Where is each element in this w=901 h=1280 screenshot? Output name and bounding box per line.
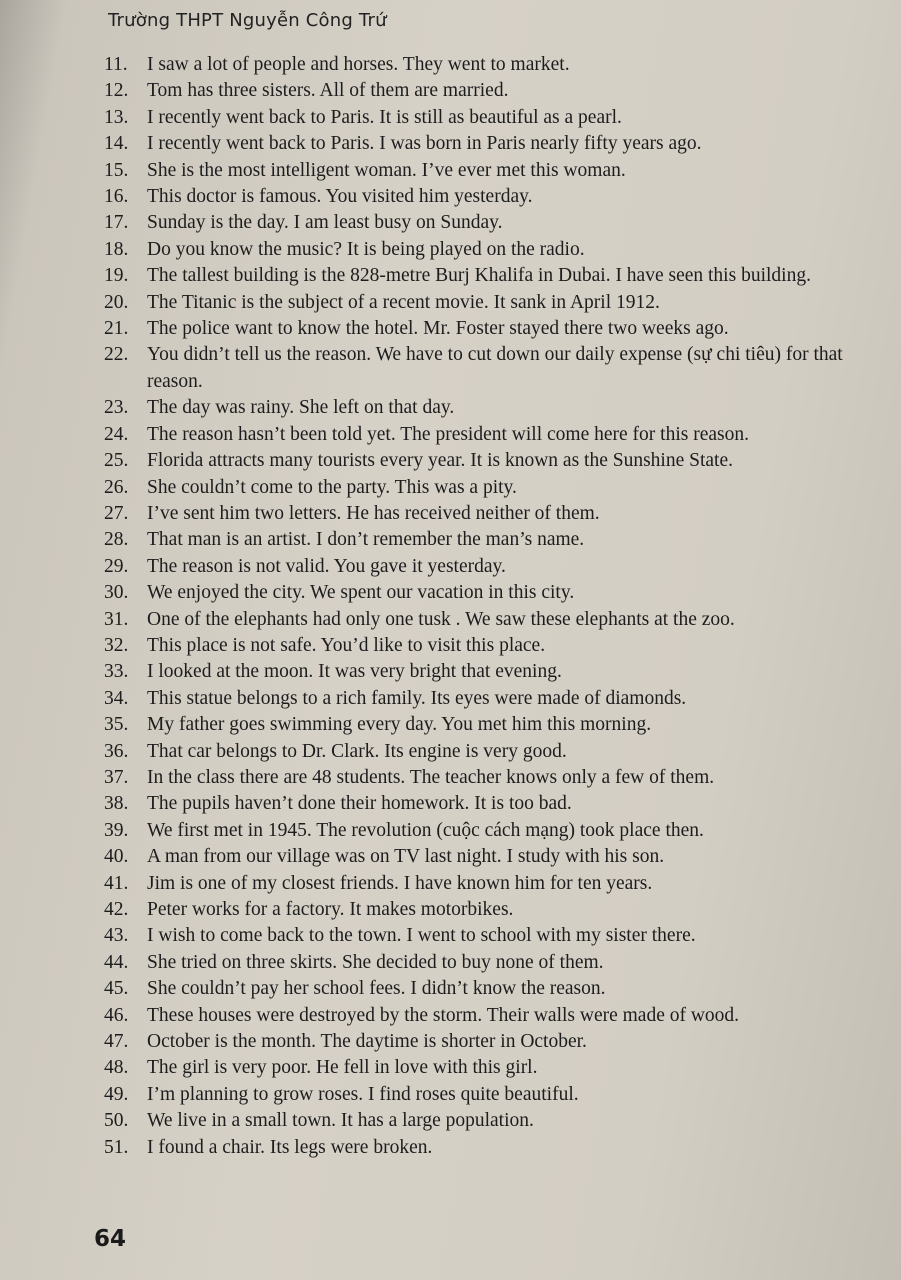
exercise-number: 20.: [104, 291, 129, 313]
exercise-number: 26.: [104, 476, 129, 498]
exercise-number: 25.: [104, 450, 129, 472]
exercise-item: [104, 1003, 884, 1029]
exercise-text: The Titanic is the subject of a recent movie. It sank in April 1912.: [147, 291, 660, 313]
page-number: 64: [94, 1226, 127, 1252]
exercise-item: [104, 342, 884, 395]
exercise-text: This doctor is famous. You visited him yesterday.: [147, 186, 533, 208]
exercise-text: Tom has three sisters. All of them are married.: [147, 80, 509, 102]
exercise-number: 35.: [104, 714, 129, 736]
exercise-number: 12.: [104, 80, 129, 102]
exercise-number: 47.: [104, 1031, 129, 1053]
exercise-number: 11.: [104, 54, 128, 75]
exercise-item: [104, 976, 884, 1002]
exercise-text: That car belongs to Dr. Clark. Its engine is very good.: [147, 740, 567, 762]
exercise-number: 15.: [104, 159, 129, 181]
exercise-number: 41.: [104, 872, 129, 894]
exercise-number: 49.: [104, 1083, 129, 1105]
exercise-number: 50.: [104, 1110, 129, 1132]
exercise-text: This place is not safe. You’d like to visit this place.: [147, 634, 546, 656]
exercise-text: My father goes swimming every day. You met him this morning.: [147, 714, 652, 736]
exercise-number: 46.: [104, 1004, 129, 1026]
exercise-text: You didn’t tell us the reason. We have to cut down our daily expense (sự chi tiêu) for that reason.: [147, 344, 843, 392]
exercise-text: These houses were destroyed by the storm. Their walls were made of wood.: [147, 1004, 740, 1026]
exercise-number: 30.: [104, 582, 129, 604]
exercise-item: [104, 475, 884, 501]
exercise-text: Jim is one of my closest friends. I have known him for ten years.: [147, 872, 653, 894]
exercise-number: 32.: [104, 634, 129, 656]
exercise-item: [104, 1055, 884, 1081]
exercise-item: [104, 580, 884, 606]
exercise-text: The day was rainy. She left on that day.: [147, 397, 455, 419]
exercise-number: 38.: [104, 793, 129, 815]
exercise-item: [104, 950, 884, 976]
exercise-item: [104, 554, 884, 580]
exercise-item: [104, 791, 884, 817]
exercise-item: [104, 1029, 884, 1055]
exercise-item: [104, 712, 884, 738]
exercise-item: [104, 765, 884, 791]
exercise-text: The police want to know the hotel. Mr. Foster stayed there two weeks ago.: [147, 318, 729, 340]
exercise-item: [104, 316, 884, 342]
exercise-text: Peter works for a factory. It makes motorbikes.: [147, 899, 514, 920]
exercise-number: 31.: [104, 608, 129, 630]
exercise-item: [104, 1082, 884, 1108]
exercise-item: [104, 897, 884, 923]
exercise-text: I’ve sent him two letters. He has received neither of them.: [147, 502, 600, 524]
exercise-item: [104, 395, 884, 421]
exercise-item: [104, 501, 884, 527]
exercise-text: We first met in 1945. The revolution (cuộc cách mạng) took place then.: [147, 819, 704, 841]
exercise-item: [104, 923, 884, 949]
exercise-number: 21.: [104, 318, 129, 340]
exercise-text: That man is an artist. I don’t remember the man’s name.: [147, 529, 585, 551]
exercise-item: [104, 448, 884, 474]
exercise-item: [104, 290, 884, 316]
exercise-text: October is the month. The daytime is shorter in October.: [147, 1031, 587, 1053]
exercise-text: She couldn’t come to the party. This was a pity.: [147, 476, 517, 498]
exercise-item: [104, 607, 884, 633]
exercise-item: [104, 158, 884, 184]
exercise-item: [104, 871, 884, 897]
exercise-text: I saw a lot of people and horses. They went to market.: [147, 54, 570, 75]
exercise-text: The reason hasn’t been told yet. The president will come here for this reason.: [147, 423, 749, 445]
exercise-number: 17.: [104, 212, 129, 234]
exercise-number: 33.: [104, 661, 129, 683]
exercise-text: A man from our village was on TV last night. I study with his son.: [147, 846, 665, 868]
exercise-number: 24.: [104, 423, 129, 445]
exercise-number: 23.: [104, 397, 129, 419]
exercise-item: [104, 52, 884, 78]
exercise-number: 34.: [104, 687, 129, 709]
exercise-number: 45.: [104, 978, 129, 1000]
exercise-number: 29.: [104, 555, 129, 577]
exercise-number: 27.: [104, 502, 129, 524]
exercise-text: Sunday is the day. I am least busy on Sunday.: [147, 212, 503, 234]
exercise-item: [104, 1108, 884, 1134]
exercise-item: [104, 1135, 884, 1161]
exercise-item: [104, 422, 884, 448]
exercise-text: In the class there are 48 students. The teacher knows only a few of them.: [147, 766, 715, 788]
exercise-item: [104, 210, 884, 236]
exercise-text: One of the elephants had only one tusk . We saw these elephants at the zoo.: [147, 608, 735, 630]
exercise-text: I recently went back to Paris. I was born in Paris nearly fifty years ago.: [147, 133, 702, 155]
exercise-number: 36.: [104, 740, 129, 762]
exercise-item: [104, 105, 884, 131]
exercise-number: 40.: [104, 846, 129, 868]
exercise-item: [104, 237, 884, 263]
exercise-item: [104, 633, 884, 659]
exercise-text: We enjoyed the city. We spent our vacation in this city.: [147, 582, 575, 604]
exercise-text: The reason is not valid. You gave it yesterday.: [147, 555, 506, 577]
exercise-text: She tried on three skirts. She decided to buy none of them.: [147, 951, 604, 973]
exercise-number: 42.: [104, 899, 129, 920]
exercise-text: Do you know the music? It is being played on the radio.: [147, 238, 585, 260]
exercise-number: 39.: [104, 819, 129, 841]
exercise-text: This statue belongs to a rich family. Its eyes were made of diamonds.: [147, 687, 687, 709]
exercise-item: [104, 844, 884, 870]
exercise-text: Florida attracts many tourists every year. It is known as the Sunshine State.: [147, 450, 733, 472]
exercise-text: I wish to come back to the town. I went to school with my sister there.: [147, 925, 696, 947]
exercise-number: 13.: [104, 106, 129, 128]
exercise-item: [104, 659, 884, 685]
exercise-number: 28.: [104, 529, 129, 551]
exercise-text: I’m planning to grow roses. I find roses quite beautiful.: [147, 1083, 579, 1105]
exercise-list: [104, 52, 884, 1161]
exercise-number: 48.: [104, 1057, 129, 1079]
page-header-school-name: Trường THPT Nguyễn Công Trứ: [108, 10, 387, 31]
exercise-text: We live in a small town. It has a large population.: [147, 1110, 534, 1132]
exercise-number: 16.: [104, 186, 129, 208]
exercise-number: 51.: [104, 1136, 129, 1158]
exercise-number: 43.: [104, 925, 129, 947]
exercise-text: I found a chair. Its legs were broken.: [147, 1136, 433, 1158]
exercise-text: The pupils haven’t done their homework. It is too bad.: [147, 793, 572, 815]
exercise-number: 19.: [104, 265, 129, 287]
exercise-text: She is the most intelligent woman. I’ve ever met this woman.: [147, 159, 626, 181]
exercise-text: I looked at the moon. It was very bright that evening.: [147, 661, 562, 683]
exercise-item: [104, 184, 884, 210]
exercise-item: [104, 739, 884, 765]
exercise-number: 18.: [104, 238, 129, 260]
exercise-item: [104, 527, 884, 553]
exercise-item: [104, 686, 884, 712]
exercise-number: 14.: [104, 133, 129, 155]
exercise-text: The girl is very poor. He fell in love with this girl.: [147, 1057, 538, 1079]
exercise-item: [104, 78, 884, 104]
exercise-item: [104, 263, 884, 289]
exercise-number: 22.: [104, 344, 129, 366]
exercise-item: [104, 131, 884, 157]
exercise-text: She couldn’t pay her school fees. I didn’t know the reason.: [147, 978, 606, 1000]
exercise-text: The tallest building is the 828-metre Burj Khalifa in Dubai. I have seen this building.: [147, 265, 811, 287]
exercise-text: I recently went back to Paris. It is still as beautiful as a pearl.: [147, 106, 622, 128]
exercise-number: 37.: [104, 766, 129, 788]
exercise-item: [104, 818, 884, 844]
exercise-number: 44.: [104, 951, 129, 973]
